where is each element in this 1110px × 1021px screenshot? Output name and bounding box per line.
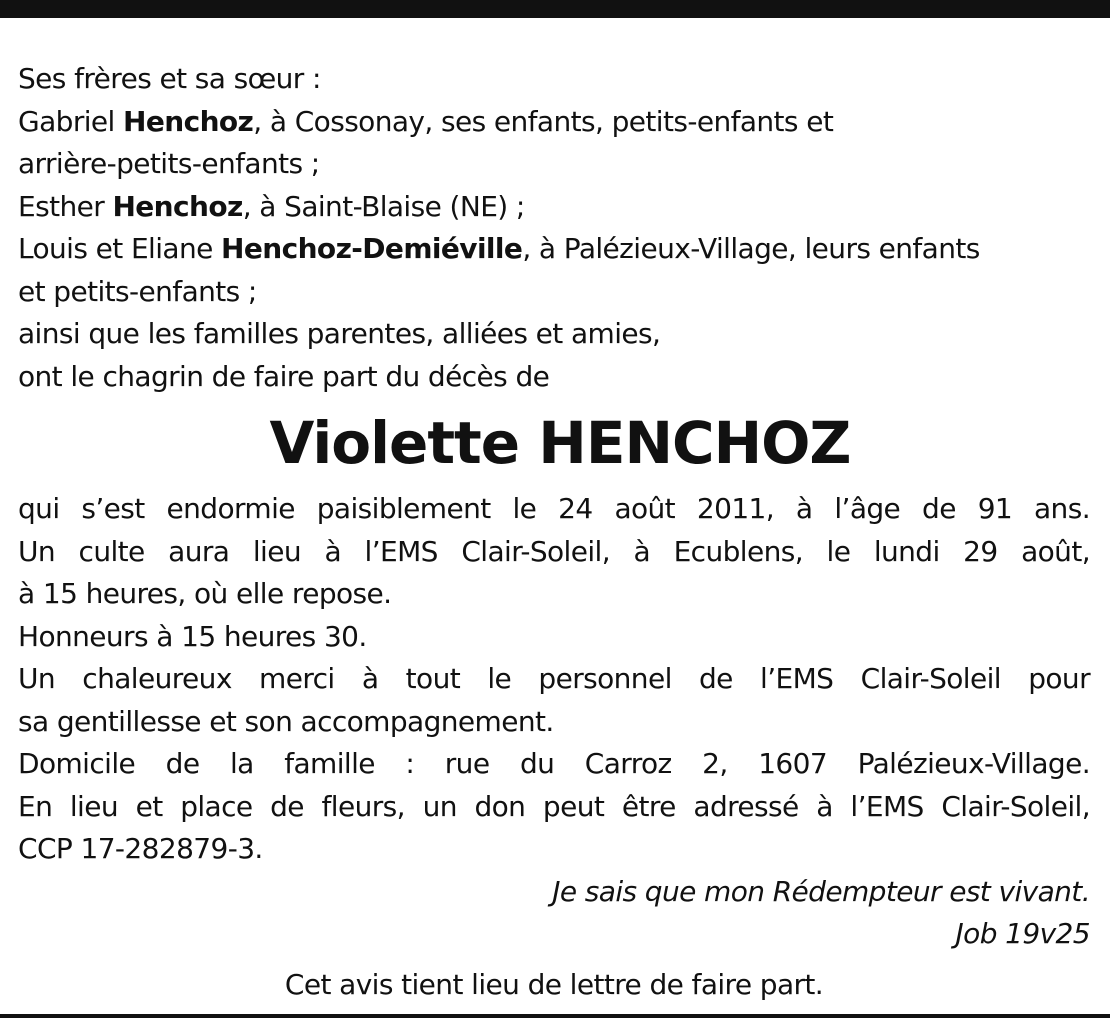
body-line-9: CCP 17-282879-3.: [18, 832, 263, 865]
body-line-6: sa gentillesse et son accompagnement.: [18, 704, 554, 738]
body-line-5: Un chaleureux merci à tout le personnel de l’EMS Clair-Soleil pour: [18, 662, 1090, 695]
intro-line-3: arrière-petits-enfants ;: [18, 147, 320, 180]
bible-quote: Je sais que mon Rédempteur est vivant.: [552, 874, 1090, 908]
obituary-notice: [18, 58, 1090, 1006]
given-name: Gabriel: [18, 104, 124, 138]
intro-line-2: [18, 101, 1090, 144]
deceased-name: Violette HENCHOZ: [269, 409, 851, 477]
bottom-rule: [0, 1014, 1110, 1018]
family-name: Henchoz: [123, 104, 254, 138]
intro-line-8: ont le chagrin de faire part du décès de: [18, 359, 550, 393]
family-name: Henchoz-Demiéville: [221, 232, 523, 265]
line-text: , à Palézieux-Village, leurs enfants: [522, 232, 980, 265]
top-rule: [0, 0, 1110, 18]
intro-line-6: et petits-enfants ;: [18, 274, 257, 308]
body-line-4: Honneurs à 15 heures 30.: [18, 619, 367, 653]
family-name: Henchoz: [112, 189, 243, 223]
intro-line-4: [18, 186, 1090, 229]
footer-note: Cet avis tient lieu de lettre de faire part.: [284, 967, 824, 1001]
line-text: , à Saint-Blaise (NE) ;: [242, 189, 525, 223]
body-line-7: Domicile de la famille : rue du Carroz 2, 1607 Palézieux-Village.: [18, 747, 1090, 780]
given-name: Louis et Eliane: [18, 232, 222, 265]
body-line-2: Un culte aura lieu à l’EMS Clair-Soleil, à Ecublens, le lundi 29 août,: [18, 534, 1090, 568]
intro-line-5: [18, 228, 1090, 271]
intro-line-1: Ses frères et sa sœur :: [18, 62, 321, 95]
line-text: , à Cossonay, ses enfants, petits-enfants et: [253, 104, 834, 138]
body-line-3: à 15 heures, où elle repose.: [18, 577, 392, 610]
body-line-8: En lieu et place de fleurs, un don peut être adressé à l’EMS Clair-Soleil,: [18, 789, 1090, 823]
intro-line-7: ainsi que les familles parentes, alliées et amies,: [18, 317, 661, 350]
given-name: Esther: [18, 189, 113, 223]
bible-reference: Job 19v25: [955, 917, 1090, 950]
body-line-1: qui s’est endormie paisiblement le 24 août 2011, à l’âge de 91 ans.: [18, 492, 1090, 525]
